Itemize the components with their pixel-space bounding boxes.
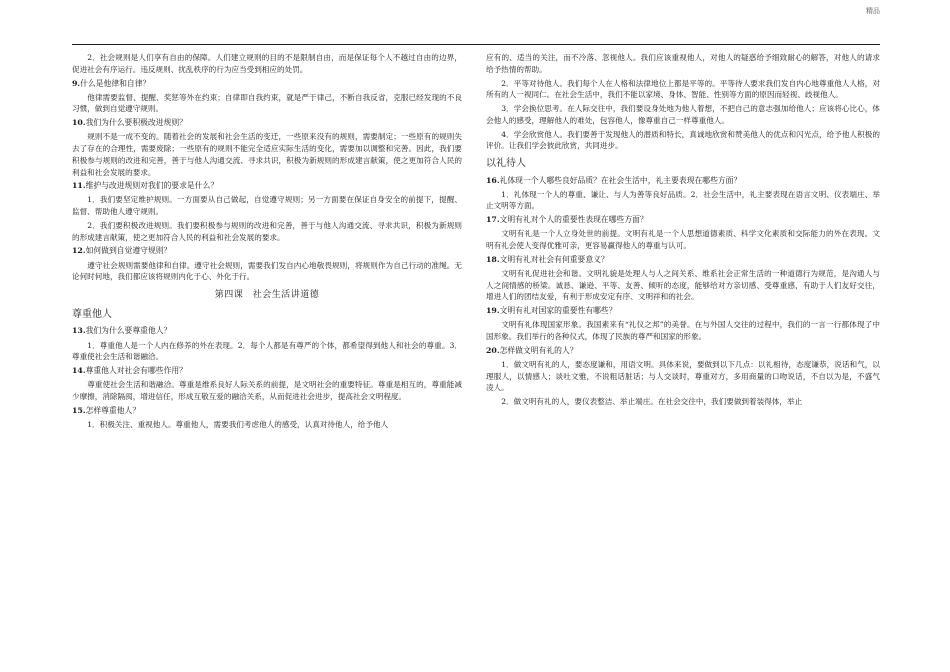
question-text: 礼体现一个人哪些良好品质？在社会生活中，礼主要表现在哪些方面？ — [499, 175, 742, 185]
question-number: 10. — [72, 118, 86, 128]
paragraph: 1．礼体现一个人的尊重、谦让、与人为善等良好品质。2．社会生活中，礼主要表现在语言文明、仪表端庄、举止文明等方面。 — [486, 189, 880, 211]
question-heading — [486, 175, 880, 187]
question-text: 什么是他律和自律？ — [80, 78, 151, 88]
question-number: 20. — [486, 345, 500, 355]
question-text: 尊重他人对社会有哪些作用？ — [85, 366, 187, 376]
paragraph: 2．做文明有礼的人，要仪表整洁、举止端庄。在社会交往中，我们要做到着装得体，举止 — [501, 397, 803, 407]
section-title: 尊重他人 — [72, 308, 112, 320]
question-heading — [486, 214, 880, 226]
question-heading — [72, 78, 462, 90]
question-heading — [486, 254, 880, 266]
header-tag: 精品 — [866, 7, 880, 15]
paragraph: 1．尊重他人是一个人内在修养的外在表现。2．每个人都是有尊严的个体，都希望得到他人和社会的尊重。3．尊重使社会生活和谐融洽。 — [72, 340, 462, 362]
question-number: 19. — [486, 306, 500, 316]
paragraph: 规则不是一成不变的。随着社会的发展和社会生活的变迁，一些原来没有的规则，需要制定；一些原有的规则失去了存在的合理性，需要废除；一些原有的规则不能完全适应实际生活的变化，需要加以调整和完善。因此，我们要积极参与规则的改进和完善，善于与他人沟通交流、寻求共识，积极为新规则的形成建言献策，使之更加符合人民的利益和社会发展的要求。 — [72, 132, 462, 177]
paragraph: 2．我们要积极改进规则。我们要积极参与规则的改进和完善，善于与他人沟通交流、寻求共识，积极为新规则的形成建言献策，使之更加符合人民的利益和社会发展的要求。 — [72, 220, 462, 242]
paragraph: 他律需要监督、提醒、奖惩等外在约束；自律即自我约束，就是严于律己，不断自我反省，克服已经发现的不良习惯，做到自觉遵守规则。 — [72, 92, 462, 114]
question-text: 怎样尊重他人？ — [85, 405, 141, 415]
question-number: 15. — [72, 405, 86, 415]
question-text: 如何做到自觉遵守规则？ — [85, 246, 172, 256]
question-heading — [72, 117, 462, 129]
paragraph: 2．平等对待他人。我们每个人在人格和法律地位上都是平等的。平等待人要求我们发自内心地尊重他人人格，对所有的人一视同仁。在社会生活中，我们不能以家境、身体、智能、性别等方面的原因而轻视、歧视他人。 — [486, 78, 880, 100]
question-number: 13. — [72, 326, 86, 336]
question-text: 怎样做文明有礼的人？ — [499, 345, 578, 355]
paragraph: 应有的、适当的关注，而不冷落、忽视他人。我们应该重视他人，对他人的疑惑给予细致耐心的解答，对他人的请求给予热情的帮助。 — [486, 53, 880, 74]
right-column — [486, 52, 880, 410]
paragraph: 3．学会换位思考。在人际交往中，我们要设身处地为他人着想，不把自己的意志强加给他人；应该将心比心，体会他人的感受，理解他人的难处，包容他人，像尊重自己一样尊重他人。 — [486, 104, 880, 125]
question-heading — [72, 180, 462, 192]
question-heading — [72, 245, 462, 257]
question-heading — [486, 345, 880, 357]
paragraph: 1．积极关注、重视他人。尊重他人，需要我们考虑他人的感受，认真对待他人，给予他人 — [87, 419, 389, 429]
question-number: 9. — [72, 78, 81, 88]
question-text: 我们为什么要积极改进规则？ — [85, 118, 187, 128]
question-text: 维护与改进规则对我们的要求是什么？ — [85, 181, 219, 191]
paragraph: 4．学会欣赏他人。我们要善于发现他人的潜质和特长，真诚地欣赏和赞美他人的优点和闪光点，给予他人积极的评价。让我们学会彼此欣赏，共同进步。 — [486, 129, 880, 151]
question-number: 12. — [72, 246, 86, 256]
paragraph: 尊重使社会生活和谐融洽。尊重是维系良好人际关系的前提，是文明社会的重要特征。尊重是相互的，尊重能减少摩擦，消除隔阂，增进信任，形成互敬互爱的融洽关系，从而促进社会进步，提高社会文明程度。 — [72, 380, 462, 401]
question-text: 我们为什么要尊重他人？ — [85, 326, 172, 336]
question-number: 11. — [72, 181, 86, 191]
question-number: 14. — [72, 366, 86, 376]
question-text: 文明有礼对社会有何重要意义？ — [499, 254, 609, 264]
question-heading — [72, 325, 462, 337]
chapter-title: 第四课 社会生活讲道德 — [214, 290, 320, 301]
question-number: 18. — [486, 254, 500, 264]
question-heading — [72, 405, 462, 417]
paragraph: 文明有礼促进社会和谐。文明礼貌是处理人与人之间关系、维系社会正常生活的一种道德行为规范，是沟通人与人之间情感的桥梁。诚恳、谦逊、平等、友善、倾听的态度，能够给对方亲切感、受尊重感，有助于人们友好交往，增进人们的团结友爱，有利于形成安定有序、文明祥和的社会。 — [486, 268, 880, 302]
question-number: 17. — [486, 215, 500, 225]
question-heading — [486, 305, 880, 317]
paragraph: 1．做文明有礼的人，要态度谦和，用语文明。具体来说，要做到以下几点：以礼相待，态度谦恭，说话和气，以理服人，以情感人；谈吐文雅，不说粗话脏话；与人交谈时，尊重对方，多用商量的口吻说话，不自以为是，不盛气凌人。 — [486, 359, 880, 393]
left-column — [72, 52, 462, 433]
paragraph: 文明有礼是一个人立身处世的前提。文明有礼是一个人思想道德素质、科学文化素质和交际能力的外在表现。文明有礼会使人变得优雅可亲，更容易赢得他人的尊重与认可。 — [486, 229, 880, 251]
header-rule — [72, 44, 880, 45]
paragraph: 2．社会规则是人们享有自由的保障。人们建立规则的目的不是限制自由，而是保证每个人不越过自由的边界，促进社会有序运行。违反规则、扰乱秩序的行为应当受到相应的处罚。 — [72, 53, 462, 74]
question-number: 16. — [486, 175, 500, 185]
question-heading — [72, 365, 462, 377]
paragraph: 遵守社会规则需要他律和自律。遵守社会规则，需要我们发自内心地敬畏规则，将规则作为自己行动的准绳。无论何时何地，我们都应该将规则内化于心、外化于行。 — [72, 260, 462, 282]
paragraph: 文明有礼体现国家形象。我国素来有“礼仪之邦”的美誉。在与外国人交往的过程中，我们的一言一行都体现了中国形象。我们举行的各种仪式，体现了民族的尊严和国家的形象。 — [486, 320, 880, 342]
question-text: 文明有礼对国家的重要性有哪些？ — [499, 306, 617, 316]
question-text: 文明有礼对个人的重要性表现在哪些方面？ — [499, 215, 648, 225]
section-title: 以礼待人 — [486, 158, 526, 170]
paragraph: 1．我们要坚定维护规则。一方面要从自己做起，自觉遵守规则；另一方面要在保证自身安全的前提下，提醒、监督、帮助他人遵守规则。 — [72, 195, 462, 217]
